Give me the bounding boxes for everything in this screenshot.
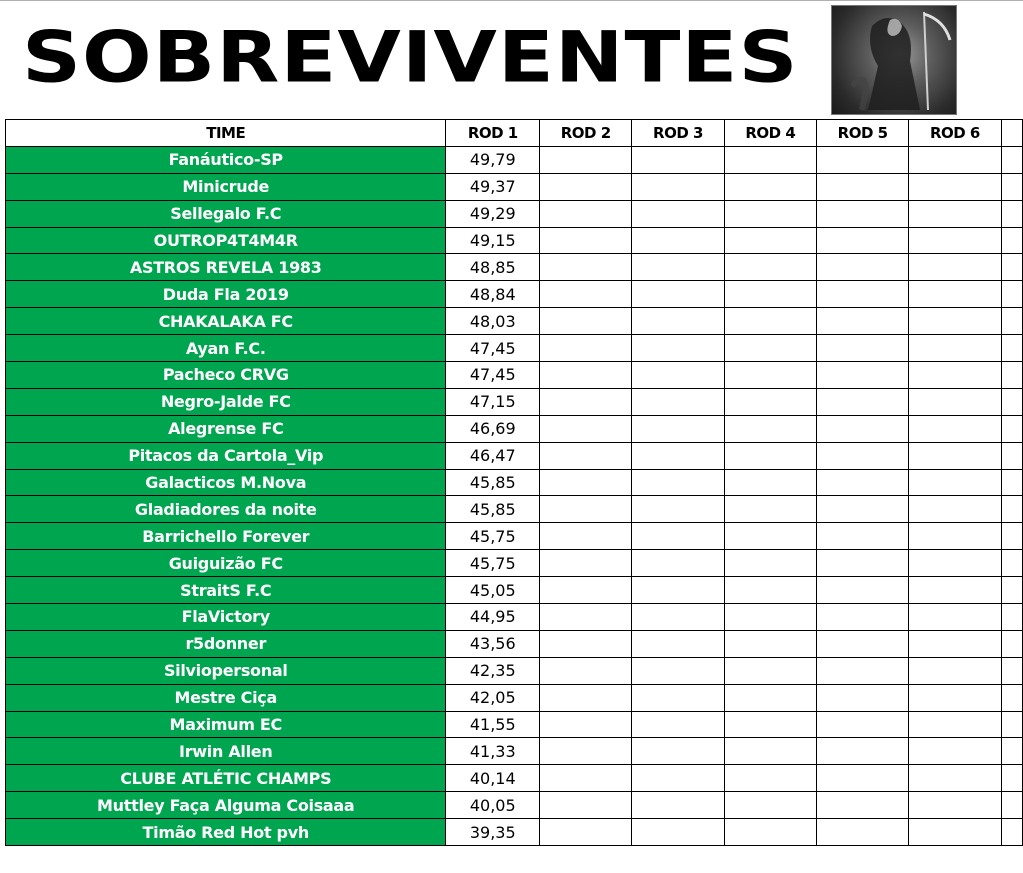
table-row: [6, 792, 1023, 819]
team-name-cell[interactable]: CHAKALAKA FC: [6, 308, 446, 335]
rod5-score-cell[interactable]: [816, 415, 908, 442]
table-row: [6, 281, 1023, 308]
page-title: SOBREVIVENTES: [22, 16, 799, 99]
extra-cell[interactable]: [1001, 738, 1022, 765]
rod1-score-cell[interactable]: 45,85: [446, 469, 540, 496]
rod2-score-cell[interactable]: [540, 684, 632, 711]
rod4-score-cell[interactable]: [724, 415, 816, 442]
extra-cell[interactable]: [1001, 335, 1022, 362]
rod6-score-cell[interactable]: [909, 388, 1001, 415]
rod4-score-cell[interactable]: [724, 819, 816, 846]
team-name-cell[interactable]: Muttley Faça Alguma Coisaaa: [6, 792, 446, 819]
table-row: [6, 550, 1023, 577]
rod5-score-cell[interactable]: [816, 765, 908, 792]
rod6-score-cell[interactable]: [909, 281, 1001, 308]
rod4-score-cell[interactable]: [724, 684, 816, 711]
extra-cell[interactable]: [1001, 630, 1022, 657]
extra-cell[interactable]: [1001, 792, 1022, 819]
team-name-cell[interactable]: Alegrense FC: [6, 415, 446, 442]
rod6-score-cell[interactable]: [909, 146, 1001, 173]
rod6-score-cell[interactable]: [909, 415, 1001, 442]
rod6-score-cell[interactable]: [909, 442, 1001, 469]
rod6-score-cell[interactable]: [909, 254, 1001, 281]
team-name-cell[interactable]: Pacheco CRVG: [6, 362, 446, 389]
rod3-score-cell[interactable]: [632, 604, 724, 631]
rod3-score-cell[interactable]: [632, 308, 724, 335]
rod1-score-cell[interactable]: 44,95: [446, 604, 540, 631]
rod5-score-cell[interactable]: [816, 254, 908, 281]
rod4-score-cell[interactable]: [724, 630, 816, 657]
team-name-cell[interactable]: Barrichello Forever: [6, 523, 446, 550]
table-row: [6, 604, 1023, 631]
rod1-score-cell[interactable]: 45,85: [446, 496, 540, 523]
rod2-score-cell[interactable]: [540, 765, 632, 792]
table-row: [6, 254, 1023, 281]
team-name-cell[interactable]: Maximum EC: [6, 711, 446, 738]
extra-cell[interactable]: [1001, 281, 1022, 308]
rod4-score-cell[interactable]: [724, 469, 816, 496]
team-name-cell[interactable]: FlaVictory: [6, 604, 446, 631]
rod1-score-cell[interactable]: 48,84: [446, 281, 540, 308]
rod4-score-cell[interactable]: [724, 200, 816, 227]
rod3-score-cell[interactable]: [632, 657, 724, 684]
rod5-score-cell[interactable]: [816, 281, 908, 308]
extra-cell[interactable]: [1001, 388, 1022, 415]
extra-cell[interactable]: [1001, 819, 1022, 846]
rod4-score-cell[interactable]: [724, 173, 816, 200]
table-row: [6, 415, 1023, 442]
rod2-score-cell[interactable]: [540, 415, 632, 442]
rod1-score-cell[interactable]: 48,03: [446, 308, 540, 335]
rod1-score-cell[interactable]: 45,75: [446, 523, 540, 550]
rod6-score-cell[interactable]: [909, 523, 1001, 550]
rod5-score-cell[interactable]: [816, 308, 908, 335]
rod3-score-cell[interactable]: [632, 200, 724, 227]
rod4-score-cell[interactable]: [724, 362, 816, 389]
rod2-score-cell[interactable]: [540, 738, 632, 765]
rod2-score-cell[interactable]: [540, 308, 632, 335]
extra-cell[interactable]: [1001, 711, 1022, 738]
rod1-score-cell[interactable]: 47,45: [446, 362, 540, 389]
rod5-score-cell[interactable]: [816, 550, 908, 577]
rod3-score-cell[interactable]: [632, 550, 724, 577]
rod1-score-cell[interactable]: 46,69: [446, 415, 540, 442]
rod5-score-cell[interactable]: [816, 819, 908, 846]
rod4-score-cell[interactable]: [724, 738, 816, 765]
rod5-score-cell[interactable]: [816, 657, 908, 684]
scores-table: [5, 119, 1023, 846]
table-row: [6, 362, 1023, 389]
rod2-score-cell[interactable]: [540, 254, 632, 281]
rod4-score-cell[interactable]: [724, 227, 816, 254]
rod4-score-cell[interactable]: [724, 254, 816, 281]
rod1-score-cell[interactable]: 39,35: [446, 819, 540, 846]
table-row: [6, 469, 1023, 496]
table-row: [6, 173, 1023, 200]
rod4-score-cell[interactable]: [724, 657, 816, 684]
rod4-score-cell[interactable]: [724, 442, 816, 469]
rod6-score-cell[interactable]: [909, 227, 1001, 254]
rod5-score-cell[interactable]: [816, 442, 908, 469]
rod5-score-cell[interactable]: [816, 200, 908, 227]
table-row: [6, 308, 1023, 335]
rod2-score-cell[interactable]: [540, 335, 632, 362]
table-row: [6, 819, 1023, 846]
rod5-score-cell[interactable]: [816, 469, 908, 496]
rod1-score-cell[interactable]: 48,85: [446, 254, 540, 281]
rod1-score-cell[interactable]: 47,15: [446, 388, 540, 415]
table-row: [6, 442, 1023, 469]
extra-cell[interactable]: [1001, 227, 1022, 254]
extra-cell[interactable]: [1001, 362, 1022, 389]
rod6-score-cell[interactable]: [909, 765, 1001, 792]
rod4-score-cell[interactable]: [724, 711, 816, 738]
team-name-cell[interactable]: Pitacos da Cartola_Vip: [6, 442, 446, 469]
team-name-cell[interactable]: Minicrude: [6, 173, 446, 200]
extra-cell[interactable]: [1001, 442, 1022, 469]
rod1-score-cell[interactable]: 40,14: [446, 765, 540, 792]
rod3-score-cell[interactable]: [632, 792, 724, 819]
extra-cell[interactable]: [1001, 200, 1022, 227]
rod4-score-cell[interactable]: [724, 496, 816, 523]
rod4-score-cell[interactable]: [724, 550, 816, 577]
rod5-score-cell[interactable]: [816, 227, 908, 254]
rod3-score-cell[interactable]: [632, 765, 724, 792]
rod3-score-cell[interactable]: [632, 738, 724, 765]
rod3-score-cell[interactable]: [632, 469, 724, 496]
rod4-score-cell[interactable]: [724, 604, 816, 631]
rod4-score-cell[interactable]: [724, 146, 816, 173]
rod6-score-cell[interactable]: [909, 630, 1001, 657]
team-name-cell[interactable]: Mestre Ciça: [6, 684, 446, 711]
rod3-score-cell[interactable]: [632, 577, 724, 604]
table-row: [6, 200, 1023, 227]
rod6-score-cell[interactable]: [909, 335, 1001, 362]
extra-cell[interactable]: [1001, 415, 1022, 442]
team-name-cell[interactable]: Ayan F.C.: [6, 335, 446, 362]
extra-cell[interactable]: [1001, 577, 1022, 604]
rod5-score-cell[interactable]: [816, 630, 908, 657]
rod3-score-cell[interactable]: [632, 684, 724, 711]
extra-cell[interactable]: [1001, 173, 1022, 200]
rod5-score-cell[interactable]: [816, 577, 908, 604]
rod2-score-cell[interactable]: [540, 711, 632, 738]
rod3-score-cell[interactable]: [632, 173, 724, 200]
table-row: [6, 738, 1023, 765]
rod3-score-cell[interactable]: [632, 496, 724, 523]
rod1-score-cell[interactable]: 42,05: [446, 684, 540, 711]
column-header-rod2[interactable]: ROD 2: [540, 120, 632, 147]
extra-cell[interactable]: [1001, 146, 1022, 173]
extra-cell[interactable]: [1001, 496, 1022, 523]
rod5-score-cell[interactable]: [816, 146, 908, 173]
rod5-score-cell[interactable]: [816, 711, 908, 738]
rod6-score-cell[interactable]: [909, 738, 1001, 765]
rod1-score-cell[interactable]: 49,37: [446, 173, 540, 200]
extra-cell[interactable]: [1001, 254, 1022, 281]
rod3-score-cell[interactable]: [632, 819, 724, 846]
rod3-score-cell[interactable]: [632, 442, 724, 469]
table-row: [6, 335, 1023, 362]
column-header-time[interactable]: TIME: [6, 120, 446, 147]
rod3-score-cell[interactable]: [632, 711, 724, 738]
team-name-cell[interactable]: Fanáutico-SP: [6, 146, 446, 173]
rod2-score-cell[interactable]: [540, 550, 632, 577]
extra-cell[interactable]: [1001, 684, 1022, 711]
team-name-cell[interactable]: Guiguizão FC: [6, 550, 446, 577]
rod6-score-cell[interactable]: [909, 200, 1001, 227]
team-name-cell[interactable]: Sellegalo F.C: [6, 200, 446, 227]
table-row: [6, 684, 1023, 711]
rod2-score-cell[interactable]: [540, 630, 632, 657]
rod1-score-cell[interactable]: 49,79: [446, 146, 540, 173]
table-row: [6, 227, 1023, 254]
rod2-score-cell[interactable]: [540, 577, 632, 604]
rod6-score-cell[interactable]: [909, 308, 1001, 335]
rod1-score-cell[interactable]: 45,75: [446, 550, 540, 577]
rod6-score-cell[interactable]: [909, 550, 1001, 577]
rod6-score-cell[interactable]: [909, 362, 1001, 389]
extra-cell[interactable]: [1001, 765, 1022, 792]
rod2-score-cell[interactable]: [540, 227, 632, 254]
rod6-score-cell[interactable]: [909, 657, 1001, 684]
table-row: [6, 388, 1023, 415]
rod2-score-cell[interactable]: [540, 604, 632, 631]
rod2-score-cell[interactable]: [540, 281, 632, 308]
rod2-score-cell[interactable]: [540, 200, 632, 227]
table-row: [6, 496, 1023, 523]
rod1-score-cell[interactable]: 41,33: [446, 738, 540, 765]
team-name-cell[interactable]: StraitS F.C: [6, 577, 446, 604]
rod4-score-cell[interactable]: [724, 281, 816, 308]
column-header-rod1[interactable]: ROD 1: [446, 120, 540, 147]
rod6-score-cell[interactable]: [909, 792, 1001, 819]
team-name-cell[interactable]: Timão Red Hot pvh: [6, 819, 446, 846]
rod2-score-cell[interactable]: [540, 388, 632, 415]
column-header-rod3[interactable]: ROD 3: [632, 120, 724, 147]
rod5-score-cell[interactable]: [816, 388, 908, 415]
extra-cell[interactable]: [1001, 523, 1022, 550]
rod3-score-cell[interactable]: [632, 523, 724, 550]
rod6-score-cell[interactable]: [909, 684, 1001, 711]
rod5-score-cell[interactable]: [816, 604, 908, 631]
rod5-score-cell[interactable]: [816, 173, 908, 200]
rod1-score-cell[interactable]: 40,05: [446, 792, 540, 819]
rod3-score-cell[interactable]: [632, 362, 724, 389]
team-name-cell[interactable]: Irwin Allen: [6, 738, 446, 765]
table-row: [6, 577, 1023, 604]
rod1-score-cell[interactable]: 47,45: [446, 335, 540, 362]
rod2-score-cell[interactable]: [540, 173, 632, 200]
rod1-score-cell[interactable]: 45,05: [446, 577, 540, 604]
rod1-score-cell[interactable]: 46,47: [446, 442, 540, 469]
rod3-score-cell[interactable]: [632, 146, 724, 173]
extra-cell[interactable]: [1001, 604, 1022, 631]
team-name-cell[interactable]: Negro-Jalde FC: [6, 388, 446, 415]
rod5-score-cell[interactable]: [816, 335, 908, 362]
rod6-score-cell[interactable]: [909, 469, 1001, 496]
rod3-score-cell[interactable]: [632, 415, 724, 442]
rod2-score-cell[interactable]: [540, 657, 632, 684]
rod5-score-cell[interactable]: [816, 523, 908, 550]
rod4-score-cell[interactable]: [724, 765, 816, 792]
team-name-cell[interactable]: Galacticos M.Nova: [6, 469, 446, 496]
rod1-score-cell[interactable]: 41,55: [446, 711, 540, 738]
rod2-score-cell[interactable]: [540, 146, 632, 173]
rod6-score-cell[interactable]: [909, 496, 1001, 523]
rod1-score-cell[interactable]: 49,29: [446, 200, 540, 227]
table-row: [6, 765, 1023, 792]
extra-cell[interactable]: [1001, 550, 1022, 577]
rod5-score-cell[interactable]: [816, 362, 908, 389]
column-header-rod6[interactable]: ROD 6: [909, 120, 1001, 147]
rod5-score-cell[interactable]: [816, 496, 908, 523]
rod2-score-cell[interactable]: [540, 819, 632, 846]
rod1-score-cell[interactable]: 49,15: [446, 227, 540, 254]
column-header-extra[interactable]: [1001, 120, 1022, 147]
extra-cell[interactable]: [1001, 657, 1022, 684]
team-name-cell[interactable]: Duda Fla 2019: [6, 281, 446, 308]
rod4-score-cell[interactable]: [724, 335, 816, 362]
team-name-cell[interactable]: CLUBE ATLÉTIC CHAMPS: [6, 765, 446, 792]
rod1-score-cell[interactable]: 43,56: [446, 630, 540, 657]
rod5-score-cell[interactable]: [816, 792, 908, 819]
rod6-score-cell[interactable]: [909, 173, 1001, 200]
rod2-score-cell[interactable]: [540, 362, 632, 389]
rod4-score-cell[interactable]: [724, 577, 816, 604]
rod6-score-cell[interactable]: [909, 819, 1001, 846]
rod3-score-cell[interactable]: [632, 227, 724, 254]
rod4-score-cell[interactable]: [724, 388, 816, 415]
rod2-score-cell[interactable]: [540, 469, 632, 496]
rod4-score-cell[interactable]: [724, 523, 816, 550]
extra-cell[interactable]: [1001, 308, 1022, 335]
rod2-score-cell[interactable]: [540, 442, 632, 469]
rod6-score-cell[interactable]: [909, 604, 1001, 631]
rod3-score-cell[interactable]: [632, 254, 724, 281]
rod2-score-cell[interactable]: [540, 496, 632, 523]
rod3-score-cell[interactable]: [632, 388, 724, 415]
table-row: [6, 630, 1023, 657]
team-name-cell[interactable]: Silviopersonal: [6, 657, 446, 684]
table-row: [6, 711, 1023, 738]
team-name-cell[interactable]: OUTROP4T4M4R: [6, 227, 446, 254]
grim-reaper-image: [831, 5, 957, 115]
rod4-score-cell[interactable]: [724, 792, 816, 819]
rod1-score-cell[interactable]: 42,35: [446, 657, 540, 684]
rod3-score-cell[interactable]: [632, 281, 724, 308]
rod3-score-cell[interactable]: [632, 335, 724, 362]
header-row: [6, 120, 1023, 147]
table-row: [6, 657, 1023, 684]
table-row: [6, 146, 1023, 173]
rod2-score-cell[interactable]: [540, 523, 632, 550]
rod5-score-cell[interactable]: [816, 738, 908, 765]
team-name-cell[interactable]: r5donner: [6, 630, 446, 657]
column-header-rod5[interactable]: ROD 5: [816, 120, 908, 147]
column-header-rod4[interactable]: ROD 4: [724, 120, 816, 147]
table-row: [6, 523, 1023, 550]
extra-cell[interactable]: [1001, 469, 1022, 496]
rod4-score-cell[interactable]: [724, 308, 816, 335]
team-name-cell[interactable]: ASTROS REVELA 1983: [6, 254, 446, 281]
rod6-score-cell[interactable]: [909, 711, 1001, 738]
rod3-score-cell[interactable]: [632, 630, 724, 657]
sheet-header: [0, 0, 1023, 118]
team-name-cell[interactable]: Gladiadores da noite: [6, 496, 446, 523]
rod6-score-cell[interactable]: [909, 577, 1001, 604]
rod5-score-cell[interactable]: [816, 684, 908, 711]
rod2-score-cell[interactable]: [540, 792, 632, 819]
